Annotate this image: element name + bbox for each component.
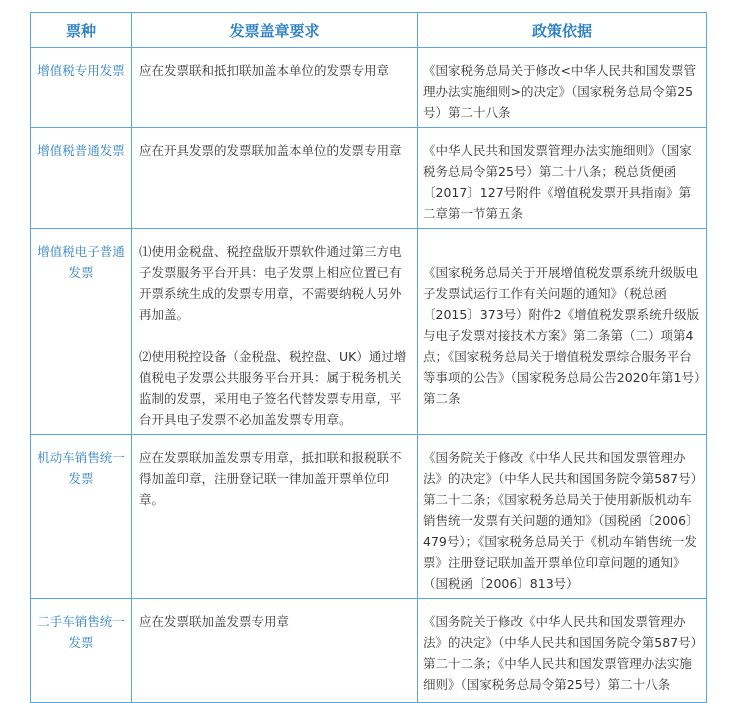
table-row: [31, 48, 707, 128]
basis-cell: 《国务院关于修改《中华人民共和国发票管理办法》的决定》（中华人民共和国国务院令第587号）第二十二条；《国家税务总局关于使用新版机动车销售统一发票有关问题的通知》（国税函〔2006〕479号）；《国家税务总局关于《机动车销售统一发票》注册登记联加盖开票单位印章问题的通知》（国税函〔2006〕813号）: [418, 435, 707, 599]
basis-cell: 《国家税务总局关于开展增值税发票系统升级版电子发票试运行工作有关问题的通知》（税总函〔2015〕373号）附件2《增值税发票系统升级版与电子发票对接技术方案》第二条第（二）项第4点；《国家税务总局关于增值税发票综合服务平台等事项的公告》（国家税务总局公告2020年第1号）第二条: [418, 229, 707, 435]
policy-table-container: [30, 12, 706, 703]
invoice-seal-table: [30, 12, 707, 703]
requirement-text: 应在发票联和抵扣联加盖本单位的发票专用章: [139, 63, 390, 78]
requirement-text: 应在发票联加盖发票专用章，抵扣联和报税联不得加盖印章，注册登记联一律加盖开票单位印章。: [139, 450, 402, 507]
table-row: [31, 599, 707, 703]
requirement-text: 应在发票联加盖发票专用章: [139, 614, 290, 629]
invoice-type-cell: 增值税专用发票: [31, 48, 132, 128]
table-row: [31, 128, 707, 229]
requirement-cell: [132, 128, 418, 229]
requirement-text: ⑵使用税控设备（金税盘、税控盘、UK）通过增值税电子发票公共服务平台开具：属于税务机关监制的发票，采用电子签名代替发票专用章，平台开具电子发票不必加盖发票专用章。: [139, 349, 407, 427]
basis-cell: 《国家税务总局关于修改<中华人民共和国发票管理办法实施细则>的决定》（国家税务总局令第25号）第二十八条: [418, 48, 707, 128]
invoice-type-cell: 增值税电子普通发票: [31, 229, 132, 435]
invoice-type-cell: 二手车销售统一发票: [31, 599, 132, 703]
invoice-type-cell: 增值税普通发票: [31, 128, 132, 229]
requirement-cell: [132, 435, 418, 599]
basis-cell: 《国务院关于修改《中华人民共和国发票管理办法》的决定》（中华人民共和国国务院令第587号）第二十二条；《中华人民共和国发票管理办法实施细则》（国家税务总局令第25号）第二十八条: [418, 599, 707, 703]
table-header-row: [31, 13, 707, 48]
invoice-type-cell: 机动车销售统一发票: [31, 435, 132, 599]
requirement-text: ⑴使用金税盘、税控盘版开票软件通过第三方电子发票服务平台开具：电子发票上相应位置已有开票系统生成的发票专用章，不需要纳税人另外再加盖。: [139, 244, 402, 322]
requirement-cell: [132, 229, 418, 435]
header-policy-basis: 政策依据: [418, 13, 707, 48]
requirement-cell: [132, 599, 418, 703]
table-row: [31, 435, 707, 599]
table-row: [31, 229, 707, 435]
requirement-cell: [132, 48, 418, 128]
header-seal-requirement: 发票盖章要求: [132, 13, 418, 48]
header-invoice-type: 票种: [31, 13, 132, 48]
requirement-text: 应在开具发票的发票联加盖本单位的发票专用章: [139, 143, 402, 158]
basis-cell: 《中华人民共和国发票管理办法实施细则》（国家税务总局令第25号）第二十八条；税总货便函〔2017〕127号附件《增值税发票开具指南》第二章第一节第五条: [418, 128, 707, 229]
